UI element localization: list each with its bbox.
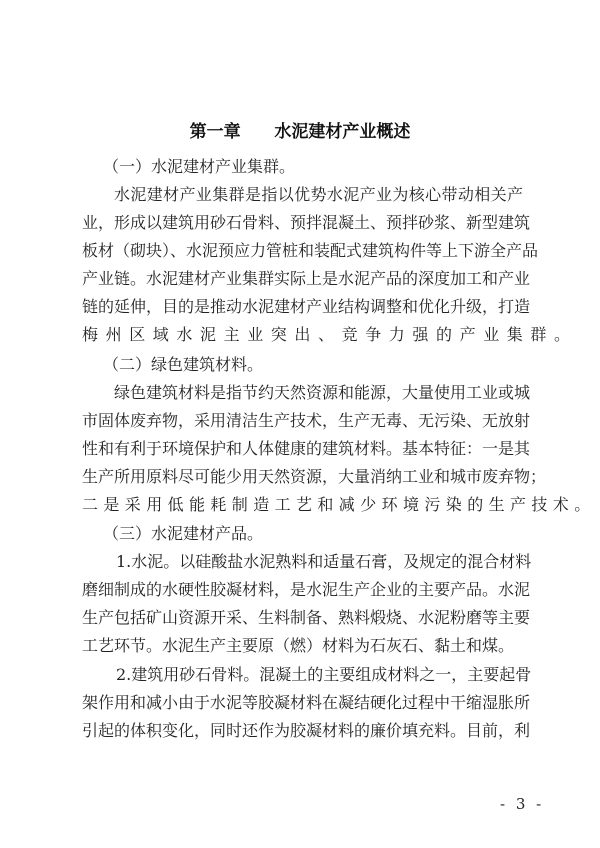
chapter-name: 水泥建材产业概述	[274, 122, 411, 142]
paragraph-line: 二是采用低能耗制造工艺和减少环境污染的生产技术。	[82, 495, 596, 514]
paragraph-line: 生产所用原料尽可能少用天然资源，大量消纳工业和城市废弃物；	[82, 467, 547, 486]
section-heading: （二）绿色建筑材料。	[103, 355, 264, 374]
paragraph-line: 性和有利于环境保护和人体健康的建筑材料。基本特征：一是其	[82, 439, 531, 458]
paragraph-line: 梅州区域水泥主业突出、竞争力强的产业集群。	[82, 325, 578, 344]
paragraph-line: 水泥建材产业集群是指以优势水泥产业为核心带动相关产	[114, 185, 523, 204]
paragraph-line: 板材（砌块）、水泥预应力管桩和装配式建筑构件等上下游全产品	[82, 241, 539, 260]
paragraph-line: 市固体废弃物，采用清洁生产技术，生产无毒、无污染、无放射	[82, 411, 531, 430]
paragraph-line: 产业链。水泥建材产业集群实际上是水泥产品的深度加工和产业	[82, 269, 531, 288]
page-number: - 3 -	[500, 795, 545, 813]
paragraph-line: 1.水泥。以硅酸盐水泥熟料和适量石膏，及规定的混合材料	[116, 552, 532, 571]
paragraph-line: 引起的体积变化，同时还作为胶凝材料的廉价填充料。目前，利	[82, 721, 531, 740]
paragraph-line: 工艺环节。水泥生产主要原（燃）材料为石灰石、黏土和煤。	[82, 636, 515, 655]
paragraph-line: 生产包括矿山资源开采、生料制备、熟料煅烧、水泥粉磨等主要	[82, 608, 531, 627]
section-heading: （三）水泥建材产品。	[103, 524, 264, 543]
paragraph-line: 业，形成以建筑用砂石骨料、预拌混凝土、预拌砂浆、新型建筑	[82, 213, 531, 232]
paragraph-line: 绿色建筑材料是指节约天然资源和能源，大量使用工业或城	[114, 383, 531, 402]
chapter-title	[0, 117, 600, 142]
paragraph-line: 磨细制成的水硬性胶凝材料，是水泥生产企业的主要产品。水泥	[82, 580, 531, 599]
paragraph-line: 链的延伸，目的是推动水泥建材产业结构调整和优化升级，打造	[82, 297, 531, 316]
section-heading: （一）水泥建材产业集群。	[103, 157, 296, 176]
paragraph-line: 2.建筑用砂石骨料。混凝土的主要组成材料之一，主要起骨	[116, 665, 532, 684]
chapter-number: 第一章	[189, 122, 241, 142]
paragraph-line: 架作用和减小由于水泥等胶凝材料在凝结硬化过程中干缩湿胀所	[82, 693, 531, 712]
